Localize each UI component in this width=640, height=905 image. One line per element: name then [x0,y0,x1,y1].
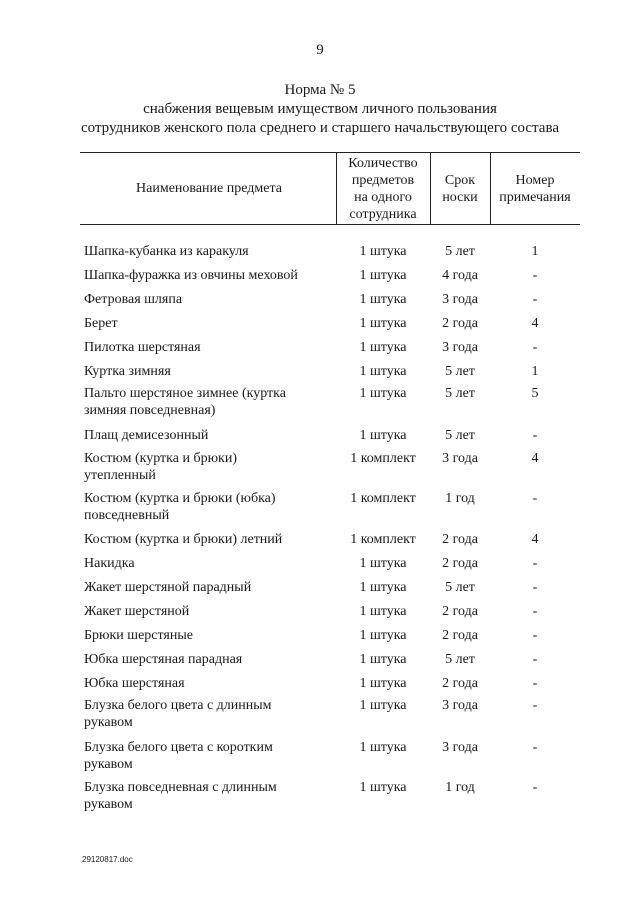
item-quantity: 1 штука [359,340,407,355]
item-quantity: 1 штука [359,580,407,595]
item-note: - [532,268,538,283]
item-name: Пилотка шерстяная [84,340,201,355]
item-note: - [532,676,538,691]
document-subtitle-line-1: снабжения вещевым имуществом личного пользования [143,101,497,117]
item-name: Жакет шерстяной [84,604,190,619]
item-quantity: 1 штука [359,628,407,643]
item-term: 4 года [442,268,478,283]
item-quantity: 1 комплект [350,491,416,506]
item-name: Юбка шерстяная [84,676,185,691]
item-name: Костюм (куртка и брюки (юбка) повседневный [84,491,276,523]
header-term: Срок носки [442,173,478,205]
item-note: - [532,556,538,571]
item-quantity: 1 штука [359,364,407,379]
table-top-rule [80,152,580,153]
document-subtitle-line-2: сотрудников женского пола среднего и старшего начальствующего состава [80,120,559,136]
item-term: 2 года [442,676,478,691]
item-note: 4 [531,316,539,331]
item-quantity: 1 штука [359,676,407,691]
item-note: 1 [531,364,539,379]
item-term: 5 лет [445,364,475,379]
item-quantity: 1 штука [359,780,407,795]
item-term: 5 лет [445,244,475,259]
item-quantity: 1 штука [359,386,407,401]
item-quantity: 1 штука [359,604,407,619]
item-term: 3 года [442,340,478,355]
item-term: 5 лет [445,386,475,401]
item-name: Жакет шерстяной парадный [84,580,252,595]
item-name: Юбка шерстяная парадная [84,652,243,667]
item-term: 3 года [442,698,478,713]
item-term: 3 года [442,451,478,466]
item-note: - [532,740,538,755]
item-term: 5 лет [445,580,475,595]
item-quantity: 1 комплект [350,451,416,466]
item-term: 2 года [442,532,478,547]
item-term: 1 год [445,780,475,795]
item-note: - [532,780,538,795]
page-number: 9 [316,42,324,58]
item-name: Костюм (куртка и брюки) утепленный [84,451,237,483]
item-note: - [532,698,538,713]
table-header-rule [80,224,580,225]
item-name: Фетровая шляпа [84,292,183,307]
item-note: - [532,652,538,667]
item-term: 2 года [442,316,478,331]
header-note: Номер примечания [499,173,571,205]
item-note: 1 [531,244,539,259]
item-quantity: 1 штука [359,698,407,713]
item-note: - [532,428,538,443]
item-name: Брюки шерстяные [84,628,193,643]
item-name: Куртка зимняя [84,364,171,379]
item-term: 2 года [442,556,478,571]
item-quantity: 1 штука [359,740,407,755]
footer-filename: 29120817.doc [82,855,133,864]
item-note: - [532,580,538,595]
item-term: 1 год [445,491,475,506]
item-term: 2 года [442,604,478,619]
item-quantity: 1 штука [359,556,407,571]
header-quantity: Количество предметов на одного сотрудника [348,156,418,222]
item-name: Берет [84,316,118,331]
item-term: 5 лет [445,652,475,667]
item-term: 5 лет [445,428,475,443]
item-quantity: 1 штука [359,316,407,331]
item-term: 3 года [442,292,478,307]
item-quantity: 1 штука [359,268,407,283]
document-title: Норма № 5 [284,82,356,98]
item-name: Блузка повседневная с длинным рукавом [84,780,277,812]
item-note: 5 [531,386,539,401]
item-name: Шапка-фуражка из овчины меховой [84,268,298,283]
item-name: Пальто шерстяное зимнее (куртка зимняя повседневная) [84,386,286,418]
item-name: Блузка белого цвета с длинным рукавом [84,698,272,730]
item-name: Плащ демисезонный [84,428,209,443]
item-name: Накидка [84,556,135,571]
item-note: - [532,491,538,506]
item-quantity: 1 штука [359,292,407,307]
item-term: 3 года [442,740,478,755]
item-note: - [532,340,538,355]
item-name: Шапка-кубанка из каракуля [84,244,249,259]
item-name: Блузка белого цвета с коротким рукавом [84,740,273,772]
item-note: 4 [531,451,539,466]
item-name: Костюм (куртка и брюки) летний [84,532,283,547]
item-note: - [532,628,538,643]
item-note: 4 [531,532,539,547]
item-quantity: 1 штука [359,428,407,443]
item-quantity: 1 штука [359,652,407,667]
item-note: - [532,292,538,307]
item-quantity: 1 штука [359,244,407,259]
item-note: - [532,604,538,619]
item-term: 2 года [442,628,478,643]
item-quantity: 1 комплект [350,532,416,547]
header-name: Наименование предмета [136,181,282,196]
